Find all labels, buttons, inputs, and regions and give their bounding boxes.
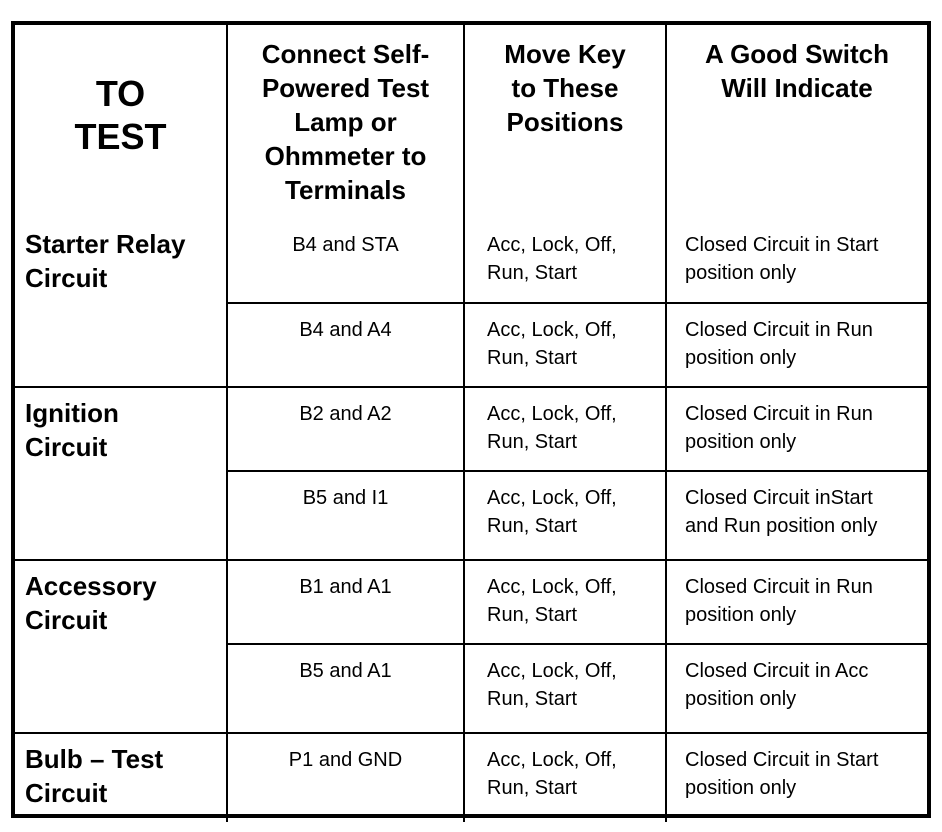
table-row — [15, 560, 927, 644]
indicate-line: position only — [685, 777, 797, 799]
indicate-cell — [666, 733, 927, 822]
table-row — [15, 387, 927, 471]
header-move-key-line: to These — [511, 73, 619, 103]
group-label-line: Ignition — [25, 398, 119, 428]
indicate-line: position only — [685, 431, 797, 453]
group-label-bulb-test — [15, 733, 227, 822]
indicate-line: Closed Circuit in Run — [685, 319, 873, 341]
terminals-cell: B2 and A2 — [227, 387, 464, 471]
terminals-cell: B5 and I1 — [227, 471, 464, 560]
indicate-line: Closed Circuit in Run — [685, 403, 873, 425]
switch-test-table — [15, 25, 927, 822]
group-label-line: Circuit — [25, 778, 108, 808]
positions-line: Acc, Lock, Off, — [487, 403, 617, 425]
indicate-line: Closed Circuit in Run — [685, 576, 873, 598]
positions-cell — [464, 219, 666, 303]
positions-line: Run, Start — [487, 777, 578, 799]
header-move-key — [464, 25, 666, 219]
positions-line: Run, Start — [487, 515, 578, 537]
indicate-line: Closed Circuit in Start — [685, 234, 879, 256]
indicate-line: Closed Circuit in Start — [685, 749, 879, 771]
indicate-line: and Run position only — [685, 515, 878, 537]
indicate-line: position only — [685, 347, 797, 369]
indicate-line: Closed Circuit in Acc — [685, 660, 869, 682]
table-row — [15, 219, 927, 303]
positions-line: Run, Start — [487, 262, 578, 284]
positions-line: Acc, Lock, Off, — [487, 660, 617, 682]
group-label-accessory — [15, 560, 227, 733]
positions-line: Run, Start — [487, 688, 578, 710]
group-label-line: Circuit — [25, 263, 108, 293]
header-connect-line: Powered Test — [261, 73, 430, 103]
header-connect-line: Lamp or — [294, 107, 397, 137]
positions-cell — [464, 560, 666, 644]
indicate-cell — [666, 303, 927, 387]
header-connect-line: Terminals — [285, 175, 406, 205]
positions-line: Acc, Lock, Off, — [487, 576, 617, 598]
header-row — [15, 25, 927, 219]
positions-cell — [464, 303, 666, 387]
terminals-cell: B4 and STA — [227, 219, 464, 303]
positions-line: Acc, Lock, Off, — [487, 234, 617, 256]
indicate-cell — [666, 471, 927, 560]
terminals-cell: P1 and GND — [227, 733, 464, 822]
header-move-key-line: Positions — [506, 107, 624, 137]
positions-cell — [464, 644, 666, 733]
header-to-test — [15, 25, 227, 219]
terminals-cell: B4 and A4 — [227, 303, 464, 387]
indicate-cell — [666, 644, 927, 733]
group-label-line: Accessory — [25, 571, 157, 601]
indicate-line: position only — [685, 688, 797, 710]
terminals-cell: B5 and A1 — [227, 644, 464, 733]
header-connect-line: Connect Self- — [261, 39, 430, 69]
indicate-line: Closed Circuit inStart — [685, 487, 873, 509]
positions-line: Run, Start — [487, 431, 578, 453]
indicate-cell — [666, 387, 927, 471]
positions-cell — [464, 471, 666, 560]
header-move-key-line: Move Key — [504, 39, 626, 69]
group-label-line: Circuit — [25, 605, 108, 635]
switch-test-table-frame — [11, 21, 931, 818]
positions-line: Acc, Lock, Off, — [487, 749, 617, 771]
header-connect-line: Ohmmeter to — [264, 141, 427, 171]
group-label-line: Starter Relay — [25, 229, 186, 259]
header-to-test-line1: TO — [95, 72, 146, 114]
indicate-line: position only — [685, 262, 797, 284]
table-row — [15, 733, 927, 822]
indicate-cell — [666, 560, 927, 644]
positions-line: Acc, Lock, Off, — [487, 487, 617, 509]
group-label-line: Circuit — [25, 432, 108, 462]
indicate-line: position only — [685, 604, 797, 626]
positions-cell — [464, 733, 666, 822]
positions-line: Run, Start — [487, 604, 578, 626]
group-label-ignition — [15, 387, 227, 560]
group-label-starter-relay — [15, 219, 227, 387]
indicate-cell — [666, 219, 927, 303]
group-label-line: Bulb – Test — [25, 744, 164, 774]
header-good-switch-line: Will Indicate — [721, 73, 873, 103]
header-good-switch-line: A Good Switch — [705, 39, 889, 69]
positions-line: Acc, Lock, Off, — [487, 319, 617, 341]
terminals-cell: B1 and A1 — [227, 560, 464, 644]
positions-cell — [464, 387, 666, 471]
header-good-switch — [666, 25, 927, 219]
positions-line: Run, Start — [487, 347, 578, 369]
header-to-test-line2: TEST — [74, 116, 167, 157]
header-connect-terminals — [227, 25, 464, 219]
